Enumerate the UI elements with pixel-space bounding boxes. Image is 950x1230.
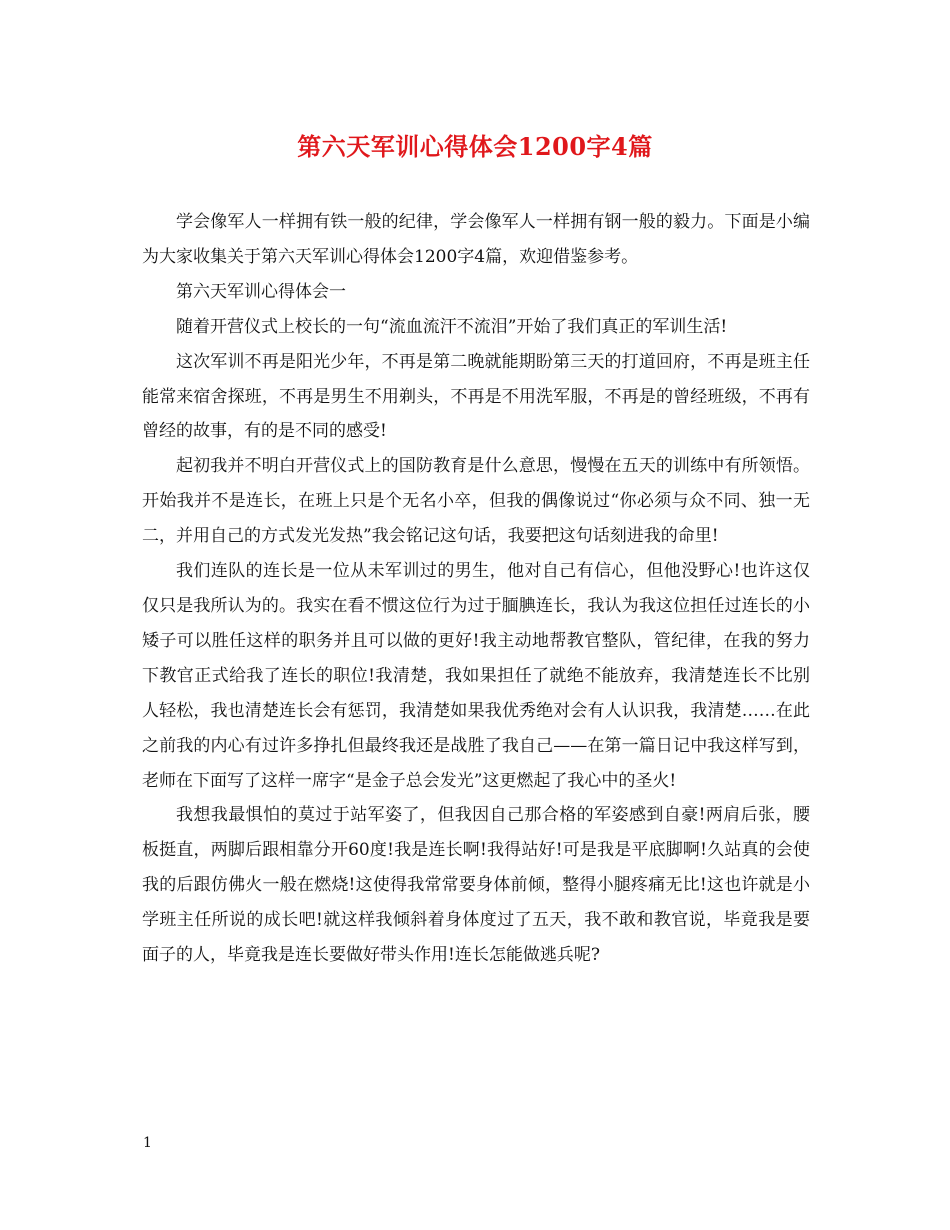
body-paragraph: 我们连队的连长是一位从未军训过的男生，他对自己有信心，但他没野心!也许这仅仅只是我所认为的。我实在看不惯这位行为过于腼腆连长，我认为我这位担任过连长的小矮子可以胜任这样的职务并且可以做的更好!我主动地帮教官整队，管纪律，在我的努力下教官正式给我了连长的职位!我清楚，我如果担任了就绝不能放弃，我清楚连长不比别人轻松，我也清楚连长会有惩罚，我清楚如果我优秀绝对会有人认识我，我清楚……在此之前我的内心有过许多挣扎但最终我还是战胜了我自己——在第一篇日记中我这样写到，老师在下面写了这样一席字“是金子总会发光”这更燃起了我心中的圣火!	[142, 561, 810, 791]
section-heading: 第六天军训心得体会一	[176, 281, 346, 302]
intro-paragraph: 学会像军人一样拥有铁一般的纪律，学会像军人一样拥有钢一般的毅力。下面是小编为大家收集关于第六天军训心得体会1200字4篇，欢迎借鉴参考。	[142, 212, 810, 267]
body-paragraph: 我想我最惧怕的莫过于站军姿了，但我因自己那合格的军姿感到自豪!两肩后张，腰板挺直，两脚后跟相靠分开60度!我是连长啊!我得站好!可是我是平底脚啊!久站真的会使我的后跟仿佛火一般在燃烧!这使得我常常要身体前倾，整得小腿疼痛无比!这也许就是小学班主任所说的成长吧!就这样我倾斜着身体度过了五天，我不敢和教官说，毕竟我是要面子的人，毕竟我是连长要做好带头作用!连长怎能做逃兵呢?	[142, 805, 810, 966]
body-paragraph: 起初我并不明白开营仪式上的国防教育是什么意思，慢慢在五天的训练中有所领悟。开始我并不是连长，在班上只是个无名小卒，但我的偶像说过“你必须与众不同、独一无二，并用自己的方式发光发热”我会铭记这句话，我要把这句话刻进我的命里!	[142, 456, 810, 547]
page-number: 1	[143, 1135, 152, 1151]
body-paragraph: 随着开营仪式上校长的一句“流血流汗不流泪”开始了我们真正的军训生活!	[176, 316, 728, 337]
document-body	[142, 205, 810, 973]
document-title: 第六天军训心得体会1200字4篇	[297, 132, 653, 161]
body-paragraph: 这次军训不再是阳光少年，不再是第二晚就能期盼第三天的打道回府，不再是班主任能常来宿舍探班，不再是男生不用剃头，不再是不用洗军服，不再是的曾经班级，不再有曾经的故事，有的是不同的感受!	[142, 351, 810, 442]
